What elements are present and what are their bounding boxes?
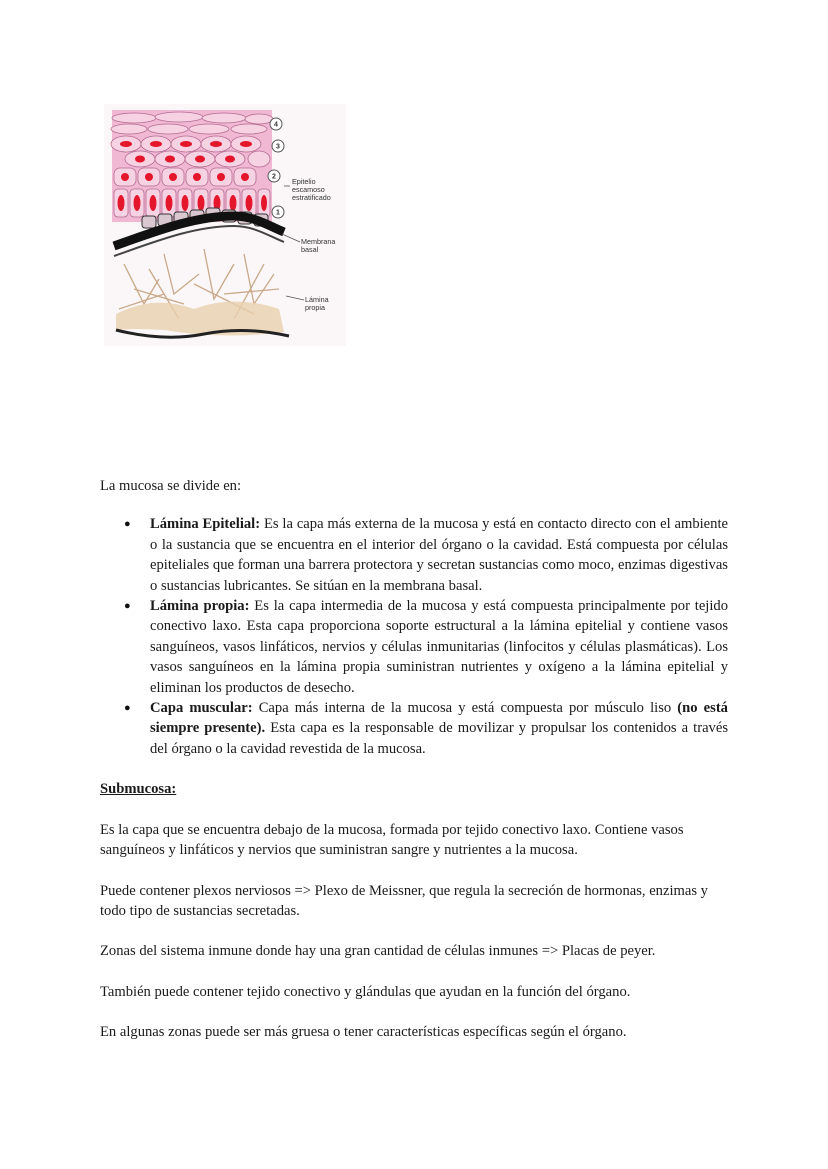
- submucosa-paragraph-4: También puede contener tejido conectivo y glándulas que ayudan en la función del órgano.: [100, 983, 631, 1000]
- submucosa-paragraph-1: Es la capa que se encuentra debajo de la mucosa, formada por tejido conectivo laxo. Contiene vasos sanguíneos y linfáticos y nervios que suministran sangre y nutrientes a la mucosa.: [100, 821, 684, 859]
- epithelium-diagram: [104, 104, 346, 346]
- label-membrana-2: basal: [301, 245, 319, 254]
- submucosa-heading: Submucosa:: [100, 781, 177, 798]
- list-item-lamina-epitelial: ● Lámina Epitelial: Es la capa más externa de la mucosa y está en contacto directo con el ambiente o la sustancia que se encuentra en el interior del órgano o la cavidad. Está compuesta por células epiteliales que forman una barrera protectora y secretan sustancias como moco, enzimas digestivas o sustancias lubricantes. Se sitúan en la membrana basal.: [100, 514, 728, 596]
- layer-number-3: 3: [276, 143, 280, 151]
- label-epitelio-3: estratificado: [292, 193, 331, 202]
- label-lamina-1: Lámina: [305, 295, 329, 304]
- list-item-capa-muscular: ● Capa muscular: Capa más interna de la mucosa y está compuesta por músculo liso (no está siempre presente). Esta capa es la responsable de movilizar y propulsar los contenidos a través del órgano o la cavidad revestida de la mucosa.: [100, 698, 728, 759]
- layer-number-4: 4: [274, 121, 278, 129]
- submucosa-paragraph-3: Zonas del sistema inmune donde hay una gran cantidad de células inmunes => Placas de peyer.: [100, 943, 656, 960]
- label-epitelio-2: escamoso: [292, 185, 325, 194]
- layer-number-2: 2: [272, 173, 276, 181]
- layers-list: [100, 514, 728, 759]
- list-item-lamina-propia: ● Lámina propia: Es la capa intermedia de la mucosa y está compuesta principalmente por tejido conectivo laxo. Esta capa proporciona soporte estructural a la lámina epitelial y contiene vasos sanguíneos, vasos linfáticos, nervios y células inmunitarias (linfocitos y células plasmáticas). Los vasos sanguíneos en la lámina propia suministran nutrientes y oxígeno a la lámina epitelial y eliminan los productos de desecho.: [100, 596, 728, 698]
- label-epitelio-1: Epitelio: [292, 177, 316, 186]
- document-body: [100, 476, 728, 1063]
- layer-number-1: 1: [276, 209, 280, 217]
- label-lamina-2: propia: [305, 303, 325, 312]
- submucosa-paragraph-2: Puede contener plexos nerviosos => Plexo de Meissner, que regula la secreción de hormonas, enzimas y todo tipo de sustancias secretadas.: [100, 882, 708, 919]
- label-membrana-1: Membrana: [301, 237, 336, 246]
- intro-text: La mucosa se divide en:: [100, 478, 242, 494]
- submucosa-paragraph-5: En algunas zonas puede ser más gruesa o tener características específicas según el órgano.: [100, 1024, 627, 1041]
